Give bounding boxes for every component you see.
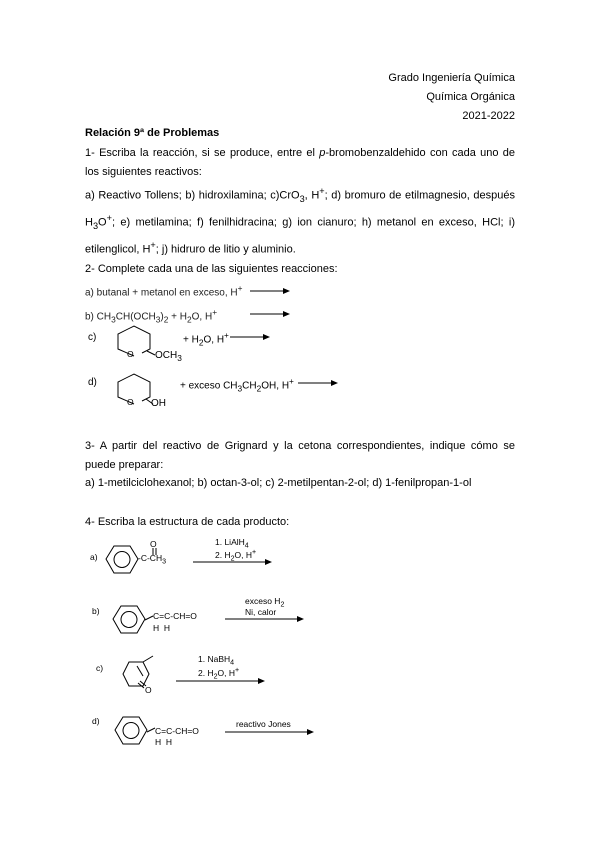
header-degree: Grado Ingeniería Química — [388, 72, 515, 84]
question-2-item-b: b) $CH_3CH(OCH_3)_2 + H_2O$, H+ — [85, 307, 218, 325]
chain-4d: C=C-CH=O — [155, 726, 199, 736]
tetrahydropyran-ring-d — [112, 372, 162, 417]
page-title: Relación 9ª de Problemas — [85, 127, 220, 139]
ring-oxygen-c: O — [127, 349, 134, 359]
conditions-4b-2: Ni, calor — [245, 607, 277, 617]
question-4b-label: b) — [92, 606, 100, 616]
question-3-intro: 3- A partir del reactivo de Grignard y la cetona correspondientes, indique cómo se puede preparar: — [85, 440, 515, 471]
conditions-4b-1: exceso $H_2$ — [245, 596, 285, 609]
question-2-item-a: a) butanal + metanol en exceso, H+ — [85, 283, 243, 299]
arrow-2d — [298, 379, 338, 387]
substituent-d: OH — [151, 398, 166, 409]
carbonyl-bond-4c — [138, 683, 148, 691]
question-1-items: a) Reactivo Tollens; b) hidroxilamina; c)CrO$_3$, H+; d) bromuro de etilmagnesio, después $H_3O^+$; e) metilamina; f) fenilhidracina; g) ion cianuro; h) metanol en exceso, HCl; i) etilenglicol, H+; j) hidruro de litio y aluminio. — [85, 186, 515, 256]
question-4-intro: 4- Escriba la estructura de cada producto: — [85, 516, 290, 528]
question-2-item-d-label: d) — [88, 377, 97, 388]
carbonyl-oxygen-4a: O — [150, 539, 157, 549]
arrow-4b — [225, 615, 305, 623]
chain-4a: $-C-CH_3$ — [138, 553, 167, 566]
hydrogens-4d: H H — [155, 737, 172, 747]
carbonyl-oxygen-4c: O — [145, 685, 152, 695]
header-year: 2021-2022 — [462, 110, 515, 122]
question-4c-label: c) — [96, 663, 104, 673]
conditions-4c-1: 1. NaBH$_4$ — [198, 654, 235, 667]
conditions-4d: reactivo Jones — [236, 719, 291, 729]
conditions-4a-2: 2. $H_2O$, H+ — [215, 548, 257, 563]
arrow-2a — [250, 287, 290, 295]
reagent-c: + $H_2O$, H+ — [183, 330, 229, 348]
conditions-4c-2: 2. $H_2O$, H+ — [198, 666, 240, 681]
conditions-4a-1: 1. LiAlH$_4$ — [215, 537, 249, 550]
hydrogens-4b: H H — [153, 623, 170, 633]
arrow-2b — [250, 310, 290, 318]
arrow-4a — [193, 558, 273, 566]
arrow-4c — [176, 677, 266, 685]
question-4a-label: a) — [90, 552, 98, 562]
reagent-d: + exceso $CH_3CH_2OH$, H+ — [180, 376, 294, 394]
arrow-2c — [230, 333, 270, 341]
question-3-items: a) 1-metilciclohexanol; b) octan-3-ol; c) 2-metilpentan-2-ol; d) 1-fenilpropan-1-ol — [85, 477, 472, 489]
question-1-intro: 1- Escriba la reacción, si se produce, entre el p-bromobenzaldehido con cada uno de los siguientes reactivos: — [85, 147, 515, 178]
substituent-c: $OCH_3$ — [155, 350, 182, 363]
question-2-intro: 2- Complete cada una de las siguientes reacciones: — [85, 263, 338, 275]
ring-oxygen-d: O — [127, 397, 134, 407]
question-4d-label: d) — [92, 716, 100, 726]
question-2-item-c-label: c) — [88, 332, 97, 343]
chain-4b: C=C-CH=O — [153, 611, 197, 621]
arrow-4d — [225, 728, 315, 736]
header-course: Química Orgánica — [426, 91, 515, 103]
